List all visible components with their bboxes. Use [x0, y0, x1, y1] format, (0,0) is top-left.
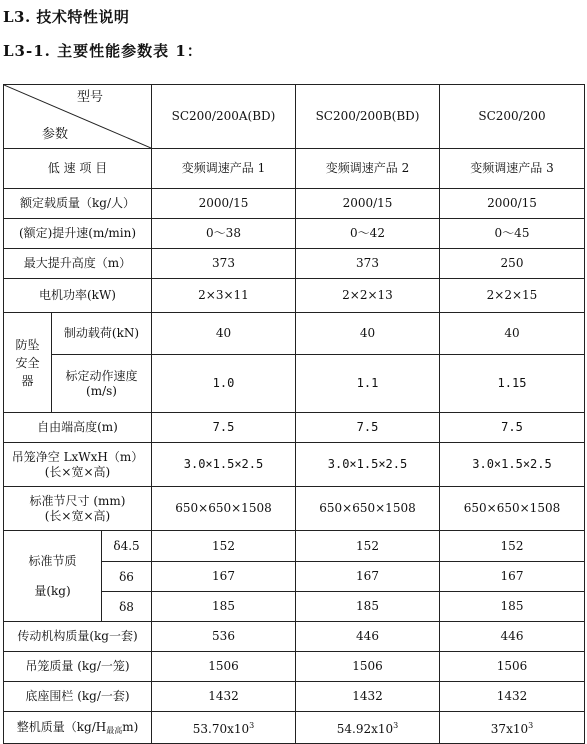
row-label	[4, 443, 152, 487]
cell-value: 2000/15	[440, 189, 585, 219]
row-label	[4, 712, 152, 744]
cell-value	[296, 712, 440, 744]
total-mass-value: 37x10	[490, 722, 529, 736]
cell-value: 650×650×1508	[440, 487, 585, 531]
model-header-3: SC200/200	[440, 85, 585, 149]
cell-value: 1.15	[440, 355, 585, 413]
cell-value: 167	[152, 562, 296, 592]
header-row	[4, 85, 585, 149]
cell-value: 40	[152, 313, 296, 355]
cell-value: 1.0	[152, 355, 296, 413]
cell-value: 7.5	[152, 413, 296, 443]
row-label-line1: 标定动作速度	[65, 368, 138, 383]
section-title: L3. 技术特性说明	[3, 8, 130, 26]
total-mass-value: 54.92x10	[336, 722, 394, 736]
row-label: 吊笼质量 (kg/一笼)	[4, 652, 152, 682]
row-label: 低 速 项 目	[4, 149, 152, 189]
thickness-label: δ8	[119, 600, 134, 614]
mast-mass-group-label	[4, 531, 101, 621]
row-label-line1: 标准节尺寸 (mm)	[29, 493, 126, 508]
model-header-2: SC200/200B(BD)	[296, 85, 440, 149]
row-label: 自由端高度(m)	[4, 413, 152, 443]
cell-value: 2×3×11	[152, 279, 296, 313]
cell-value: 1.1	[296, 355, 440, 413]
cell-value: 1432	[152, 682, 296, 712]
table-row	[4, 313, 585, 355]
safety-group-label: 防坠安全器	[4, 313, 52, 413]
cell-value: 373	[296, 249, 440, 279]
row-label: 制动载荷(kN)	[52, 313, 152, 355]
cell-value: 185	[296, 592, 440, 622]
table-row	[4, 149, 585, 189]
cell-value: 0～38	[152, 219, 296, 249]
cell-value: 167	[296, 562, 440, 592]
cell-value: 3.0×1.5×2.5	[152, 443, 296, 487]
cell-value: 152	[152, 531, 296, 562]
mast-mass-group	[4, 531, 152, 622]
cell-value: 446	[440, 622, 585, 652]
table-row	[4, 682, 585, 712]
cell-value: 1432	[440, 682, 585, 712]
cell-value: 40	[296, 313, 440, 355]
thickness-label: δ4.5	[102, 531, 151, 562]
row-label: 传动机构质量(kg一套)	[4, 622, 152, 652]
model-header-1: SC200/200A(BD)	[152, 85, 296, 149]
table-row	[4, 279, 585, 313]
cell-value: 1432	[296, 682, 440, 712]
total-mass-label-sub: 最高	[106, 725, 123, 735]
param-label: 参数	[42, 127, 69, 142]
table-title: L3-1. 主要性能参数表 1：	[3, 42, 203, 60]
header-diagonal-cell	[4, 85, 152, 149]
total-mass-value: 53.70x10	[192, 722, 250, 736]
row-label-line2: (m/s)	[86, 383, 117, 398]
cell-value: 152	[440, 531, 585, 562]
row-label-line1: 吊笼净空 LxWxH（m）	[11, 449, 144, 464]
cell-value: 2×2×13	[296, 279, 440, 313]
mast-thickness-column	[101, 531, 151, 621]
table-row	[4, 443, 585, 487]
exponent: 3	[249, 721, 255, 730]
model-label: 型号	[76, 90, 103, 105]
cell-value	[440, 712, 585, 744]
mast-mass-label-line1: 标准节质	[28, 554, 77, 568]
row-label: 底座围栏 (kg/一套)	[4, 682, 152, 712]
cell-value: 40	[440, 313, 585, 355]
table-row	[4, 487, 585, 531]
cell-value: 0～45	[440, 219, 585, 249]
cell-value: 152	[296, 531, 440, 562]
row-label-line2: (长×宽×高)	[44, 464, 111, 479]
row-label-line2: (长×宽×高)	[44, 508, 111, 523]
cell-value: 250	[440, 249, 585, 279]
table-row	[4, 219, 585, 249]
exponent: 3	[528, 721, 534, 730]
cell-value: 3.0×1.5×2.5	[296, 443, 440, 487]
total-mass-label-end: m)	[122, 719, 139, 734]
cell-value: 650×650×1508	[296, 487, 440, 531]
cell-value: 2×2×15	[440, 279, 585, 313]
table-row	[4, 249, 585, 279]
total-mass-label: 整机质量（kg/H	[16, 719, 107, 734]
cell-value: 2000/15	[152, 189, 296, 219]
cell-value: 0～42	[296, 219, 440, 249]
table-row	[4, 652, 585, 682]
spec-table	[3, 84, 585, 744]
row-label	[4, 487, 152, 531]
row-label: 电机功率(kW)	[4, 279, 152, 313]
cell-value: 185	[440, 592, 585, 622]
cell-value: 变频调速产品 2	[296, 149, 440, 189]
row-label: (额定)提升速(m/min)	[4, 219, 152, 249]
table-row	[4, 189, 585, 219]
mast-mass-label-line2: 量(kg)	[34, 584, 71, 598]
cell-value: 167	[440, 562, 585, 592]
table-row	[4, 622, 585, 652]
cell-value: 650×650×1508	[152, 487, 296, 531]
cell-value: 2000/15	[296, 189, 440, 219]
row-label	[52, 355, 152, 413]
table-row	[4, 413, 585, 443]
cell-value: 1506	[296, 652, 440, 682]
thickness-label: δ6	[102, 562, 151, 592]
cell-value	[152, 712, 296, 744]
cell-value: 373	[152, 249, 296, 279]
table-row	[4, 712, 585, 744]
cell-value: 446	[296, 622, 440, 652]
cell-value: 3.0×1.5×2.5	[440, 443, 585, 487]
cell-value: 1506	[440, 652, 585, 682]
cell-value: 1506	[152, 652, 296, 682]
cell-value: 7.5	[440, 413, 585, 443]
row-label: 额定载质量（kg/人）	[4, 189, 152, 219]
cell-value: 变频调速产品 3	[440, 149, 585, 189]
table-row	[4, 531, 585, 562]
cell-value: 536	[152, 622, 296, 652]
cell-value: 185	[152, 592, 296, 622]
table-row	[4, 355, 585, 413]
exponent: 3	[393, 721, 399, 730]
cell-value: 7.5	[296, 413, 440, 443]
row-label: 最大提升高度（m）	[4, 249, 152, 279]
cell-value: 变频调速产品 1	[152, 149, 296, 189]
